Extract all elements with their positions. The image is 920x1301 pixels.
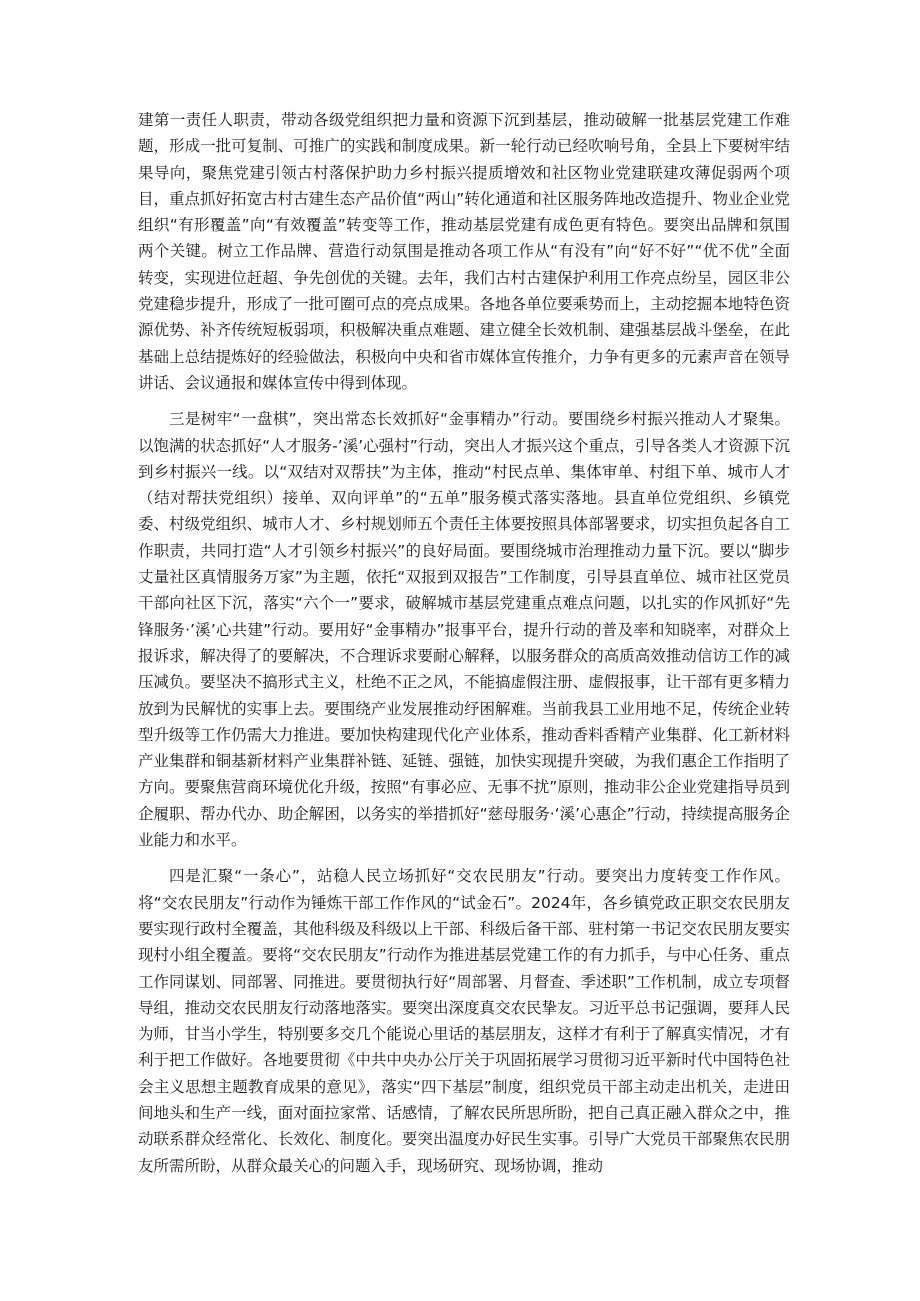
paragraph-continued: 建第一责任人职责，带动各级党组织把力量和资源下沉到基层，推动破解一批基层党建工作难题，形成一批可复制、可推广的实践和制度成果。新一轮行动已经吹响号角，全县上下要树牢结果导向，聚焦党建引领古村落保护助力乡村振兴提质增效和社区物业党建联建攻薄促弱两个项目，重点抓好拓宽古村古建生态产品价值“两山”转化通道和社区服务阵地改造提升、物业企业党组织“有形覆盖”向“有效覆盖”转变等工作，推动基层党建有成色更有特色。要突出品牌和氛围两个关键。树立工作品牌、营造行动氛围是推动各项工作从“有没有”向“好不好”“优不优”全面转变，实现进位赶超、争先创优的关键。去年，我们古村古建保护利用工作亮点纷呈，园区非公党建稳步提升，形成了一批可圈可点的亮点成果。各地各单位要乘势而上，主动挖掘本地特色资源优势、补齐传统短板弱项，积极解决重点难题、建立健全长效机制、建强基层战斗堡垒，在此基础上总结提炼好的经验做法，积极向中央和省市媒体宣传推介，力争有更多的元素声音在领导讲话、会议通报和媒体宣传中得到体现。 bbox=[138, 111, 790, 392]
document-body bbox=[138, 107, 790, 1179]
paragraph-section-three: 三是树牢“一盘棋”，突出常态长效抓好“金事精办”行动。要围绕乡村振兴推动人才聚集。以饱满的状态抓好“人才服务-’溪’心强村”行动，突出人才振兴这个重点，引导各类人才资源下沉到乡村振兴一线。以“双结对双帮扶”为主体，推动“村民点单、集体审单、村组下单、城市人才（结对帮扶党组织）接单、双向评单”的“五单”服务模式落实落地。县直单位党组织、乡镇党委、村级党组织、城市人才、乡村规划师五个责任主体要按照具体部署要求，切实担负起各自工作职责，共同打造“人才引领乡村振兴”的良好局面。要围绕城市治理推动力量下沉。要以“脚步丈量社区真情服务万家”为主题，依托“双报到双报告”工作制度，引导县直单位、城市社区党员干部向社区下沉，落实“六个一”要求，破解城市基层党建重点难点问题，以扎实的作风抓好“先锋服务·’溪’心共建”行动。要用好“金事精办”报事平台，提升行动的普及率和知晓率，对群众上报诉求，解决得了的要解决，不合理诉求要耐心解释，以服务群众的高质高效推动信访工作的减压减负。要坚决不搞形式主义，杜绝不正之风，不能搞虚假注册、虚假报事，让干部有更多精力放到为民解忧的实事上去。要围绕产业发展推动纾困解难。当前我县工业用地不足，传统企业转型升级等工作仍需大力推进。要加快构建现代化产业体系，推动香料香精产业集群、化工新材料产业集群和铜基新材料产业集群补链、延链、强链，加快实现提升突破，为我们惠企工作指明了方向。要聚焦营商环境优化升级，按照“有事必应、无事不扰”原则，推动非公企业党建指导员到企履职、帮办代办、助企解困，以务实的举措抓好“慈母服务·‘溪’心惠企”行动，持续提高服务企业能力和水平。 bbox=[138, 410, 790, 850]
paragraph-section-four: 四是汇聚“一条心”，站稳人民立场抓好“交农民朋友”行动。要突出力度转变工作作风。将“交农民朋友”行动作为锤炼干部工作作风的“试金石”。2024年，各乡镇党政正职交农民朋友要实现行政村全覆盖，其他科级及科级以上干部、科级后备干部、驻村第一书记交农民朋友要实现村小组全覆盖。要将“交农民朋友”行动作为推进基层党建工作的有力抓手，与中心任务、重点工作同谋划、同部署、同推进。要贯彻执行好“周部署、月督查、季述职”工作机制，成立专项督导组，推动交农民朋友行动落地落实。要突出深度真交农民挚友。习近平总书记强调，要拜人民为师，甘当小学生，特别要多交几个能说心里话的基层朋友，这样才有利于了解真实情况，才有利于把工作做好。各地要贯彻《中共中央办公厅关于巩固拓展学习贯彻习近平新时代中国特色社会主义思想主题教育成果的意见》，落实“四下基层”制度，组织党员干部主动走出机关，走进田间地头和生产一线，面对面拉家常、话感情，了解农民所思所盼，把自己真正融入群众之中，推动联系群众经常化、长效化、制度化。要突出温度办好民生实事。引导广大党员干部聚焦农民朋友所需所盼，从群众最关心的问题入手，现场研究、现场协调，推动 bbox=[138, 867, 790, 1175]
paragraph-gap bbox=[138, 396, 790, 406]
paragraph-gap bbox=[138, 853, 790, 863]
